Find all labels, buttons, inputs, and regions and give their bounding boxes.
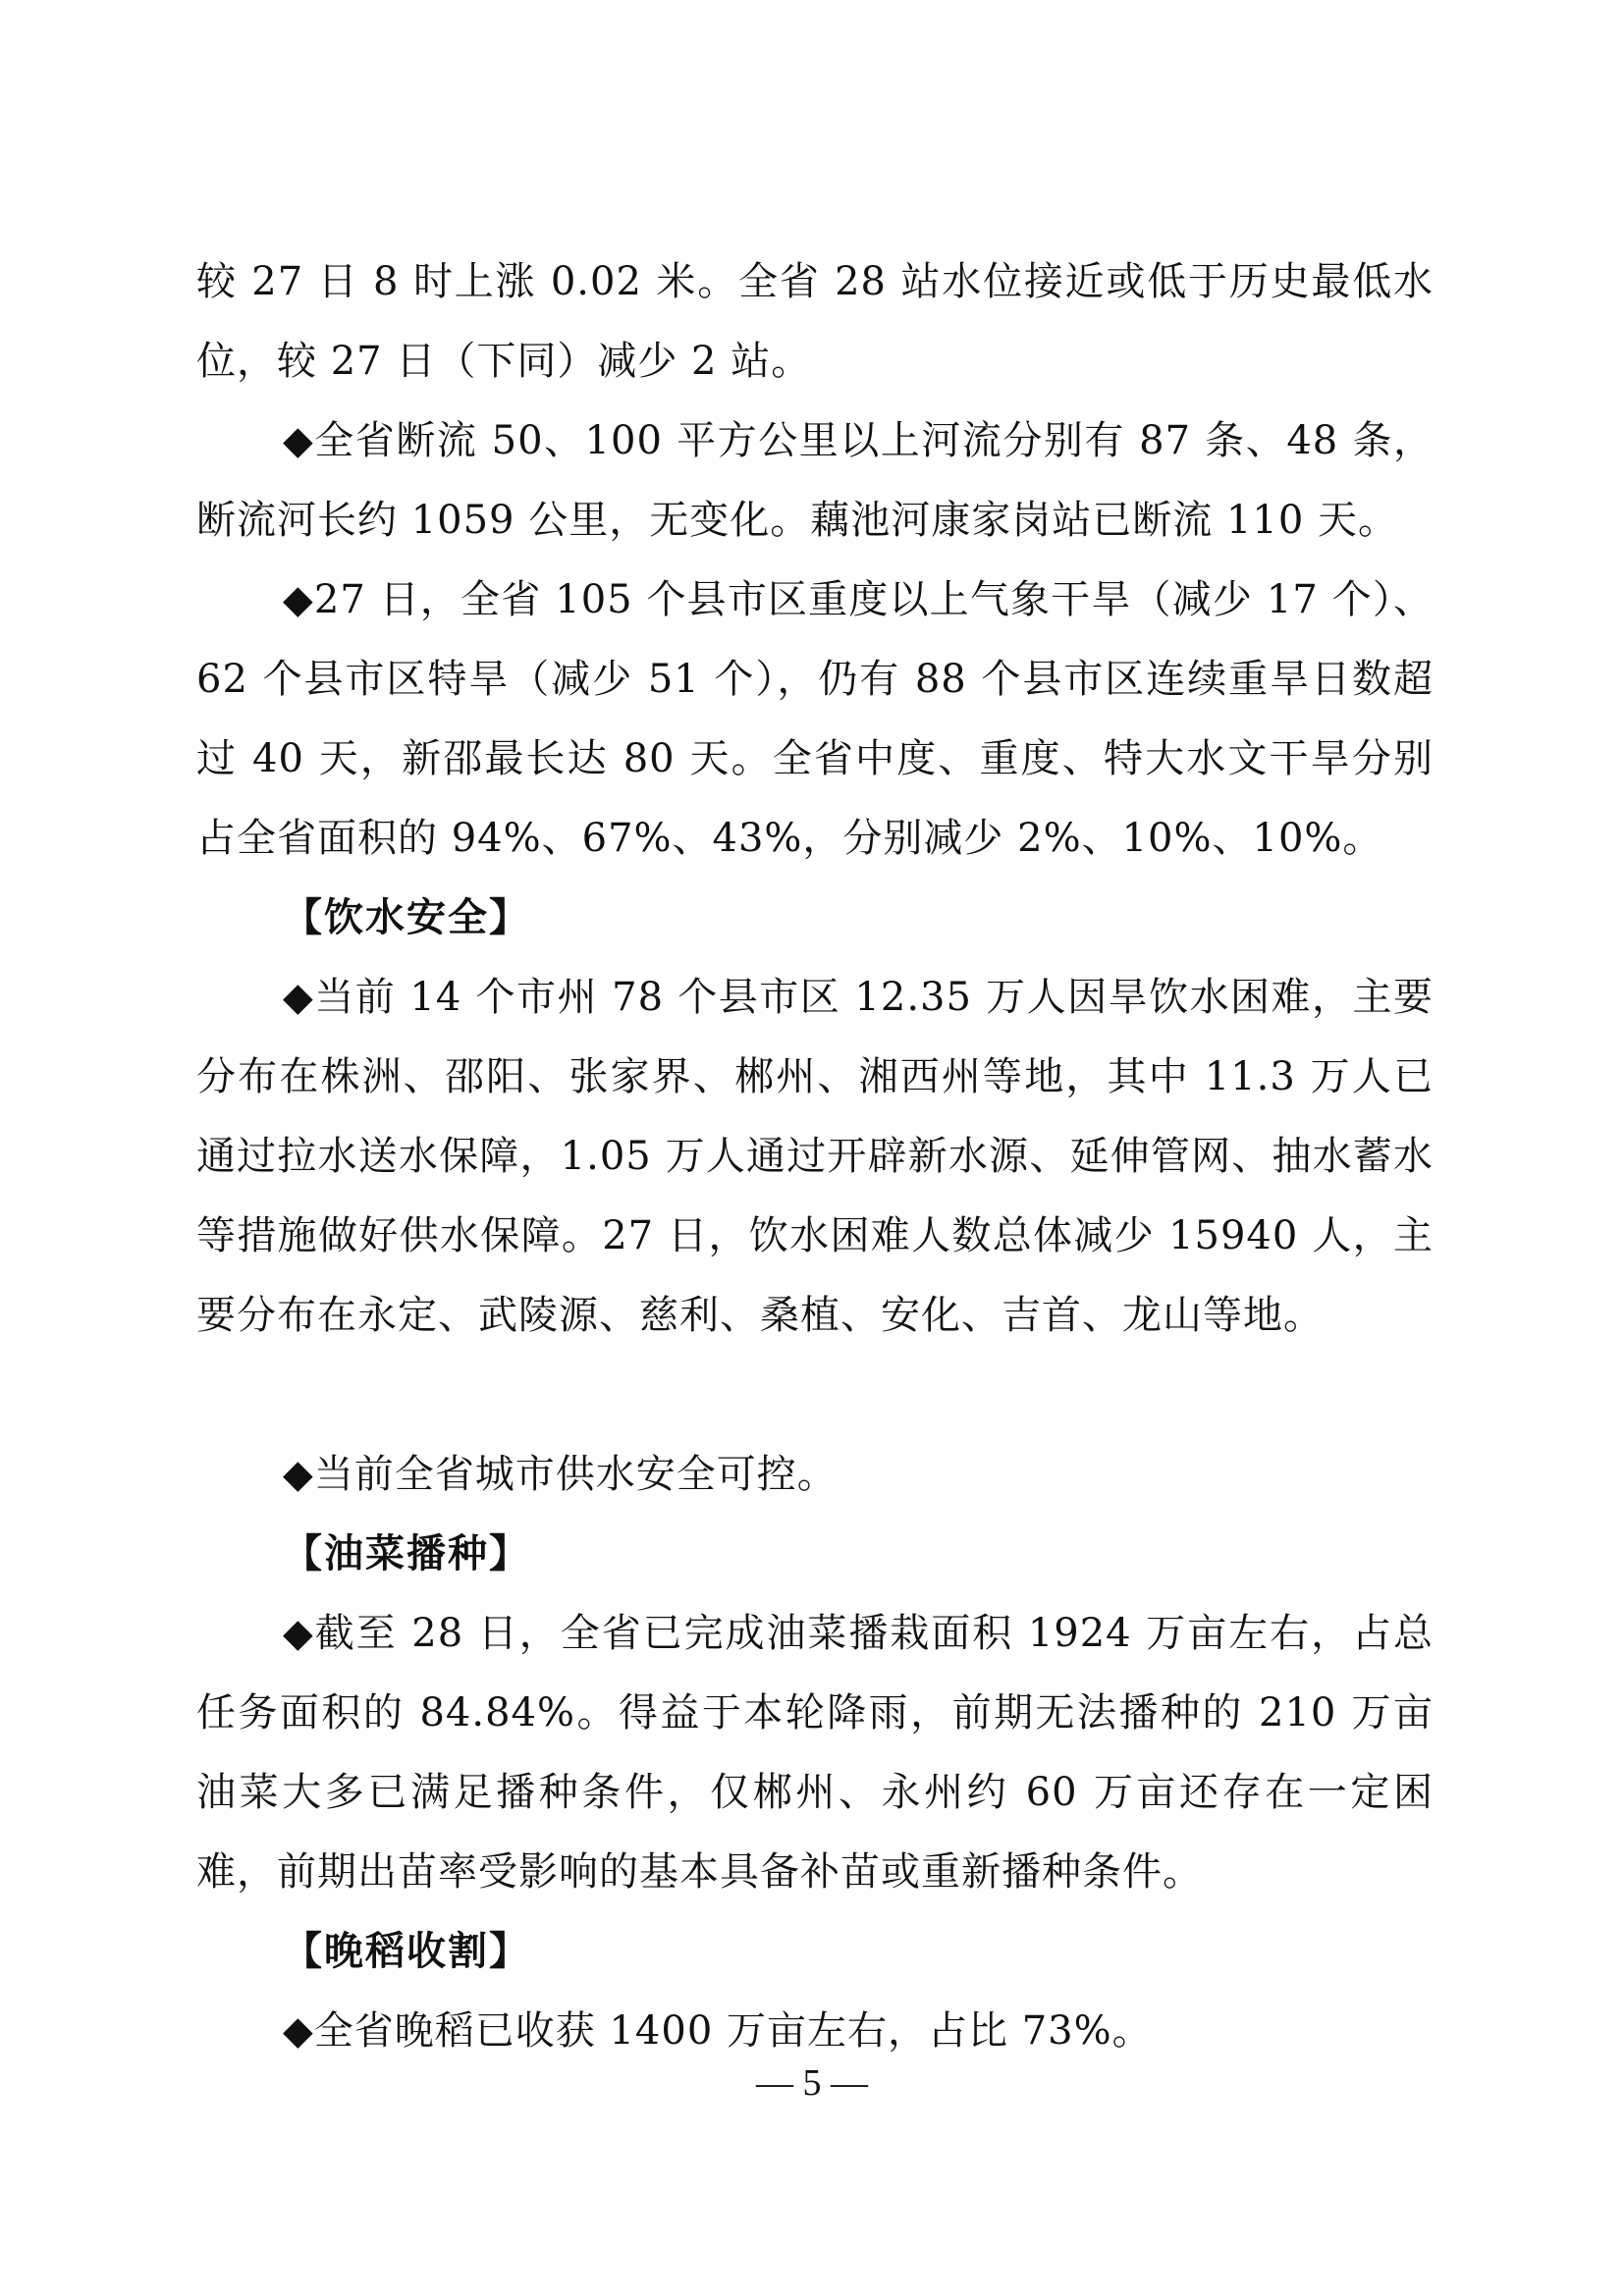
section-heading-drinking-water: 【饮水安全】 bbox=[283, 895, 530, 940]
paragraph-late-rice-harvest: ◆全省晚稻已收获 1400 万亩左右，占比 73%。 bbox=[283, 2008, 1153, 2054]
page-number: — 5 — bbox=[756, 2062, 868, 2104]
section-heading-late-rice-harvest: 【晚稻收割】 bbox=[283, 1929, 530, 1974]
paragraph-drinking-water: ◆当前 14 个市州 78 个县市区 12.35 万人因旱饮水困难，主要分布在株洲、邵阳、张家界、郴州、湘西州等地，其中 11.3 万人已通过拉水送水保障，1.05 万人通过开辟新水源、延伸管网、抽水蓄水等措施做好供水保障。27 日，饮水困难人数总体减少 15940 人，主要分布在永定、武陵源、慈利、桑植、安化、吉首、龙山等地。 bbox=[196, 975, 1434, 1338]
paragraph-drought-stats: ◆27 日，全省 105 个县市区重度以上气象干旱（减少 17 个）、62 个县市区特旱（减少 51 个），仍有 88 个县市区连续重旱日数超过 40 天，新邵最长达 80 天。全省中度、重度、特大水文干旱分别占全省面积的 94%、67%、43%，分别减少 2%、10%、10%。 bbox=[196, 577, 1434, 861]
paragraph-water-level: 较 27 日 8 时上涨 0.02 米。全省 28 站水位接近或低于历史最低水位，较 27 日（下同）减少 2 站。 bbox=[196, 259, 1434, 384]
section-heading-rapeseed-sowing: 【油菜播种】 bbox=[283, 1531, 530, 1576]
paragraph-city-water-supply: ◆当前全省城市供水安全可控。 bbox=[283, 1452, 838, 1497]
paragraph-rapeseed-sowing: ◆截至 28 日，全省已完成油菜播栽面积 1924 万亩左右，占总任务面积的 84.84%。得益于本轮降雨，前期无法播种的 210 万亩油菜大多已满足播种条件，仅郴州、永州约 60 万亩还存在一定困难，前期出苗率受影响的基本具备补苗或重新播种条件。 bbox=[196, 1611, 1434, 1895]
paragraph-river-cutoff: ◆全省断流 50、100 平方公里以上河流分别有 87 条、48 条，断流河长约 1059 公里，无变化。藕池河康家岗站已断流 110 天。 bbox=[196, 418, 1434, 543]
